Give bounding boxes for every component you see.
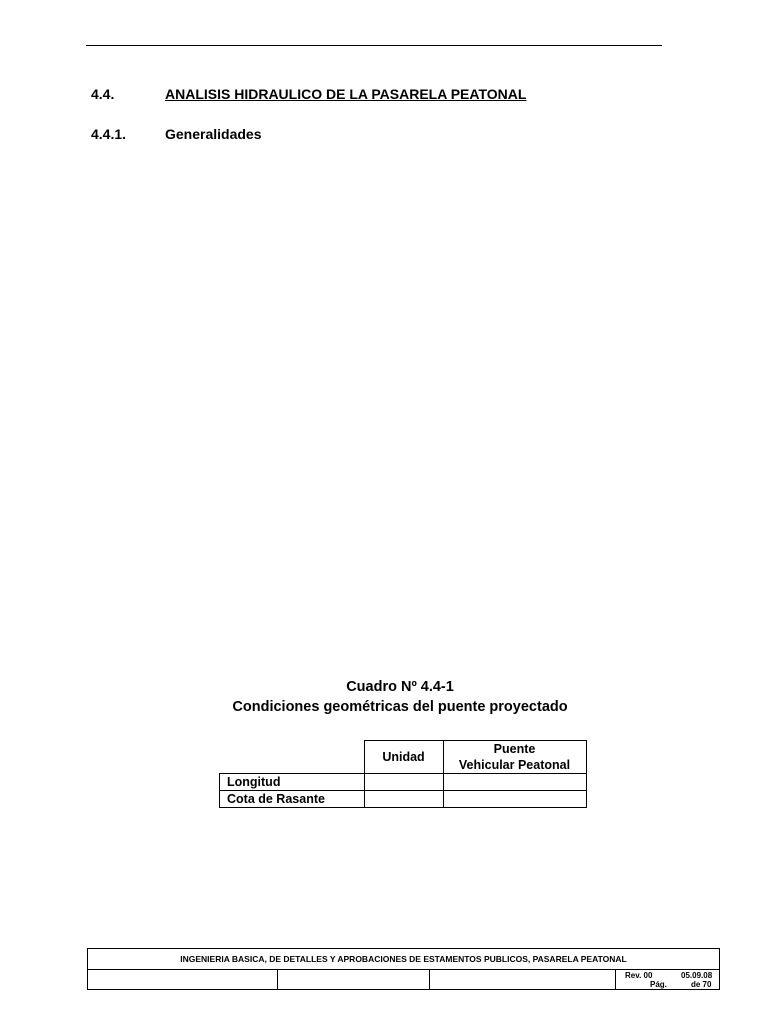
table-caption-title: Condiciones geométricas del puente proyectado <box>232 699 568 715</box>
table-row-label: Longitud <box>220 774 365 791</box>
subsection-number: 4.4.1. <box>91 126 127 142</box>
footer-date: 05.09.08 <box>681 971 713 980</box>
page-footer <box>87 948 720 990</box>
table-header-blank <box>220 741 365 774</box>
table-row-label: Cota de Rasante <box>220 791 365 808</box>
footer-divider <box>277 970 278 989</box>
footer-page-label: Pág. <box>650 980 667 989</box>
table-row-value <box>443 774 586 791</box>
header-rule <box>86 45 662 46</box>
table-row <box>220 774 587 791</box>
table-row <box>220 791 587 808</box>
table-row-unit <box>364 774 443 791</box>
section-number: 4.4. <box>91 86 115 102</box>
geometry-table <box>219 740 587 808</box>
table-header-unit: Unidad <box>364 741 443 774</box>
table-header-bridge <box>443 741 586 774</box>
footer-page-total: de 70 <box>691 980 712 989</box>
table-row-unit <box>364 791 443 808</box>
table-row-value <box>443 791 586 808</box>
footer-project-title: INGENIERIA BASICA, DE DETALLES Y APROBACIONES DE ESTAMENTOS PUBLICOS, PASARELA PEATONAL <box>88 949 719 970</box>
table-caption-number: Cuadro Nº 4.4-1 <box>346 679 454 695</box>
footer-divider <box>615 970 616 989</box>
footer-revision: Rev. 00 <box>625 971 653 980</box>
subsection-title: Generalidades <box>165 126 262 142</box>
table-header-row <box>220 741 587 774</box>
table-header-bridge-line1: Puente <box>493 742 536 756</box>
section-title: ANALISIS HIDRAULICO DE LA PASARELA PEATONAL <box>165 86 527 102</box>
footer-divider <box>429 970 430 989</box>
table-header-bridge-line2: Vehicular Peatonal <box>458 758 571 772</box>
